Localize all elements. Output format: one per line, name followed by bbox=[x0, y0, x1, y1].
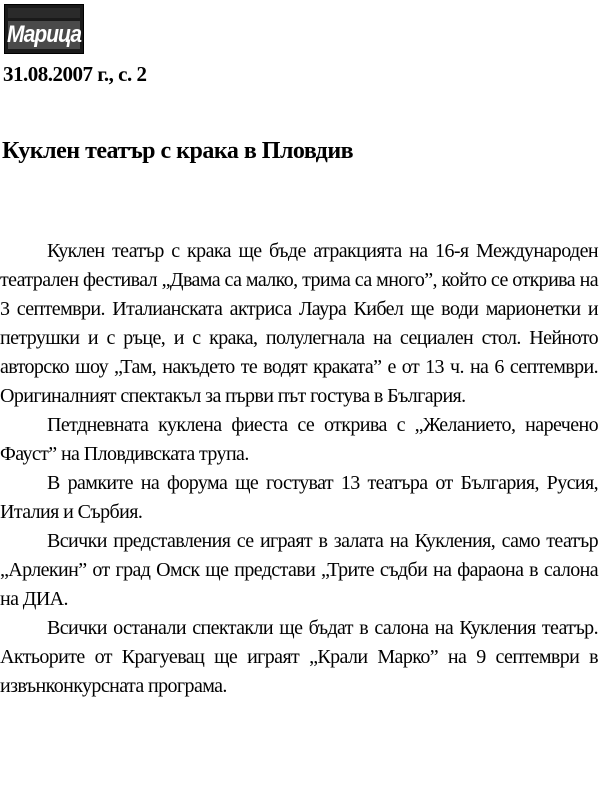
logo-band bbox=[8, 21, 80, 49]
article-paragraph: Куклен театър с крака ще бъде атракцията на 16-я Международен театрален фестивал „Двама са малко, трима са много”, който се открива на 3 септември. Италианската актриса Лаура Кибел ще води марионетки и петрушки и с ръце, и с крака, полулегнала на сециален стол. Нейното авторско шоу „Там, накъдето те водят краката” е от 13 ч. на 6 септември. Оригиналният спектакъл за първи път гостува в България. bbox=[0, 240, 598, 407]
article-paragraph: Петдневната куклена фиеста се открива с „Желанието, наречено Фауст” на Пловдивската трупа. bbox=[0, 414, 598, 465]
article-paragraph: В рамките на форума ще гостуват 13 театъра от България, Русия, Италия и Сърбия. bbox=[0, 472, 598, 523]
article-body bbox=[0, 237, 600, 701]
article-title: Куклен театър с крака в Пловдив bbox=[2, 138, 354, 164]
newspaper-logo bbox=[4, 4, 84, 54]
article-paragraph: Всички останали спектакли ще бъдат в салона на Кукления театър. Актьорите от Крагуевац ще играят „Крали Марко” на 9 септември в извънконкурсната програма. bbox=[0, 617, 598, 697]
publication-date-page: 31.08.2007 г., с. 2 bbox=[3, 62, 147, 86]
article-paragraph: Всички представления се играят в залата на Кукления, само театър „Арлекин” от град Омск ще представи „Трите съдби на фараона в салона на ДИА. bbox=[0, 530, 598, 610]
logo-text: Марица bbox=[6, 21, 82, 48]
logo-top-band bbox=[8, 8, 80, 18]
